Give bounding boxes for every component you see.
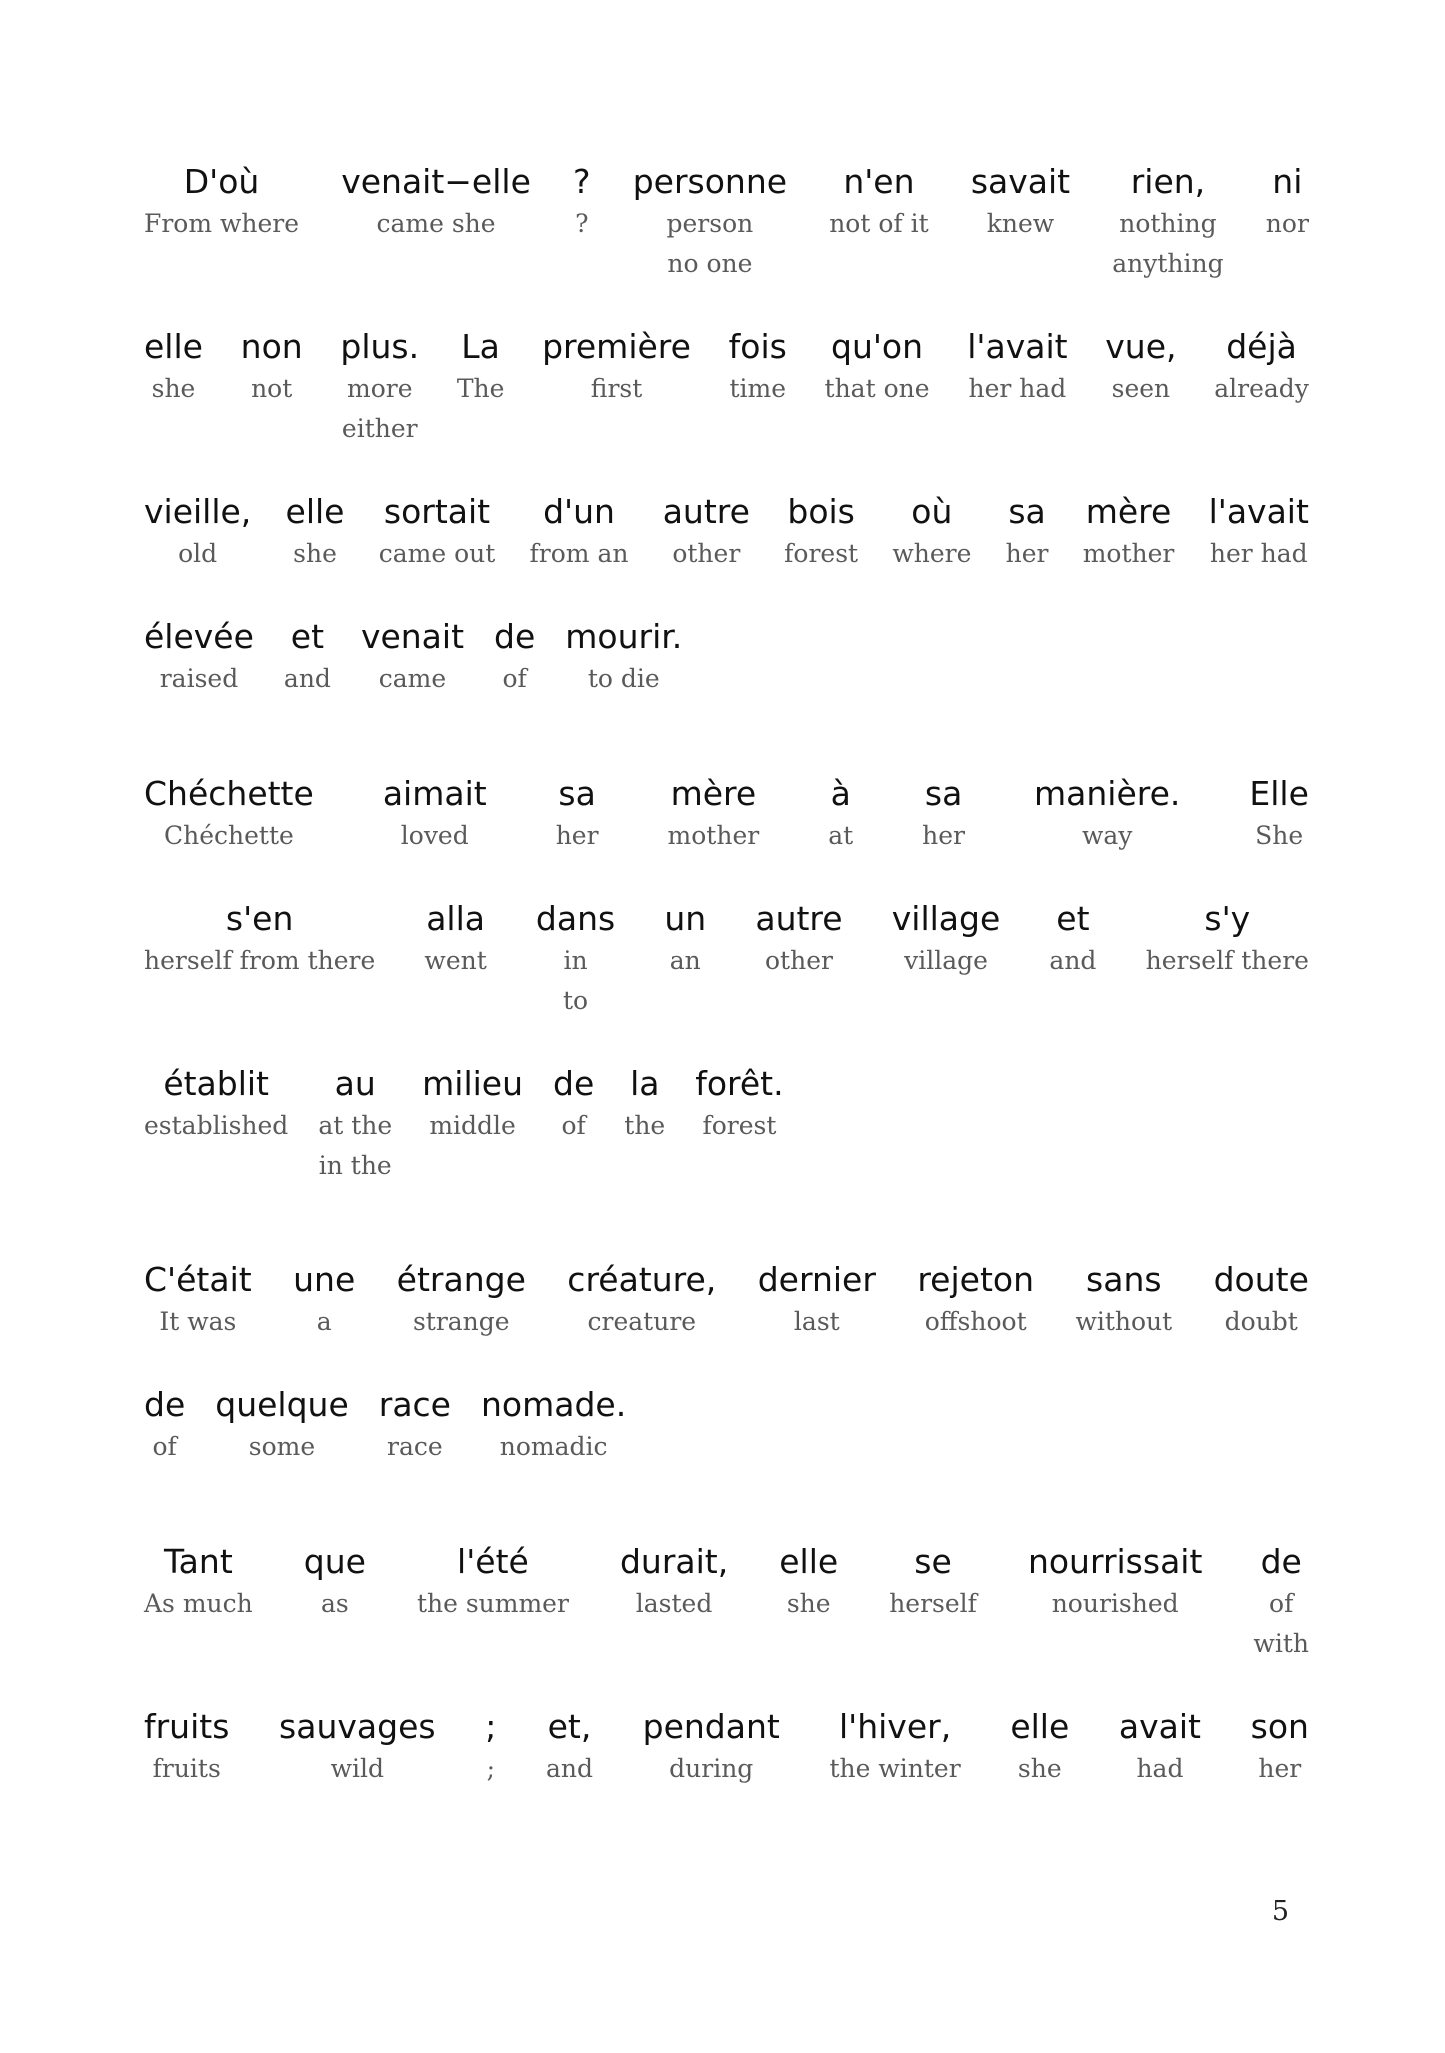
french-word: rien, <box>1130 162 1206 201</box>
english-gloss: of <box>561 1111 586 1140</box>
word-group <box>144 1385 185 1467</box>
word-group <box>967 327 1067 409</box>
english-gloss: came out <box>378 539 496 568</box>
word-group <box>1049 899 1096 981</box>
word-group <box>922 774 965 856</box>
word-group <box>379 492 496 574</box>
word-group <box>1266 162 1309 244</box>
word-group <box>293 1260 355 1342</box>
text-line <box>144 1260 1309 1342</box>
english-gloss: during <box>669 1754 754 1783</box>
english-gloss: the <box>624 1111 666 1140</box>
word-group <box>1253 1542 1309 1664</box>
english-gloss: either <box>341 414 418 443</box>
word-group <box>144 492 251 574</box>
text-line <box>144 327 1309 449</box>
word-group <box>917 1260 1034 1342</box>
french-word: quelque <box>215 1385 349 1424</box>
french-word: aimait <box>382 774 487 813</box>
english-gloss: knew <box>986 209 1055 238</box>
word-group <box>417 1542 569 1624</box>
french-word: fois <box>728 327 787 366</box>
french-word: ? <box>573 162 591 201</box>
word-group <box>144 162 299 244</box>
french-word: l'été <box>457 1542 529 1581</box>
english-gloss: doubt <box>1224 1307 1298 1336</box>
french-word: nomade. <box>481 1385 627 1424</box>
french-word: nourrissait <box>1027 1542 1203 1581</box>
english-gloss: strange <box>412 1307 510 1336</box>
english-gloss: seen <box>1111 374 1171 403</box>
french-word: et <box>290 617 325 656</box>
english-gloss: that one <box>824 374 930 403</box>
french-word: déjà <box>1226 327 1297 366</box>
french-word: à <box>830 774 851 813</box>
english-gloss: her had <box>968 374 1067 403</box>
word-group <box>729 327 787 409</box>
english-gloss: village <box>904 946 988 975</box>
french-word: sa <box>1008 492 1046 531</box>
english-gloss: the summer <box>416 1589 569 1618</box>
word-group <box>889 1542 977 1624</box>
word-group <box>422 1064 523 1146</box>
english-gloss: and <box>545 1754 593 1783</box>
word-group <box>553 1064 594 1146</box>
english-gloss: anything <box>1112 249 1224 278</box>
french-word: Chéchette <box>144 774 314 813</box>
word-group <box>341 162 531 244</box>
text-line <box>144 617 1309 699</box>
word-group <box>565 617 682 699</box>
word-group <box>828 774 853 856</box>
english-gloss: creature <box>587 1307 697 1336</box>
word-group <box>1119 1707 1201 1789</box>
word-group <box>1075 1260 1172 1342</box>
english-gloss: nomadic <box>499 1432 608 1461</box>
word-group <box>340 327 419 449</box>
english-gloss: and <box>1049 946 1097 975</box>
word-group <box>379 1385 451 1467</box>
french-word: s'y <box>1204 899 1251 938</box>
french-word: autre <box>662 492 750 531</box>
french-word: Elle <box>1249 774 1309 813</box>
word-group <box>215 1385 349 1467</box>
english-gloss: nothing <box>1119 209 1217 238</box>
english-gloss: some <box>248 1432 316 1461</box>
word-group <box>825 327 930 409</box>
word-group <box>383 774 487 856</box>
word-group <box>1010 1707 1069 1789</box>
word-group <box>971 162 1070 244</box>
english-gloss: as <box>320 1589 349 1618</box>
french-word: venait−elle <box>341 162 531 201</box>
english-gloss: she <box>151 374 196 403</box>
word-group <box>144 774 314 856</box>
english-gloss: time <box>729 374 787 403</box>
word-group <box>633 162 787 284</box>
english-gloss: with <box>1253 1629 1309 1658</box>
french-word: mère <box>670 774 757 813</box>
french-word: de <box>494 617 536 656</box>
word-group <box>286 492 345 574</box>
french-word: ni <box>1272 162 1303 201</box>
french-word: dernier <box>757 1260 876 1299</box>
english-gloss: from an <box>529 539 629 568</box>
word-group <box>643 1707 780 1789</box>
french-word: sauvages <box>279 1707 436 1746</box>
english-gloss: already <box>1214 374 1309 403</box>
word-group <box>144 899 375 981</box>
french-word: une <box>293 1260 356 1299</box>
french-word: elle <box>144 327 203 366</box>
english-gloss: ? <box>575 209 589 238</box>
english-gloss: middle <box>429 1111 516 1140</box>
english-gloss: wild <box>330 1754 385 1783</box>
english-gloss: the winter <box>829 1754 961 1783</box>
english-gloss: fruits <box>152 1754 221 1783</box>
french-word: de <box>1260 1542 1302 1581</box>
french-word: La <box>461 327 500 366</box>
french-word: dans <box>535 899 616 938</box>
french-word: manière. <box>1034 774 1181 813</box>
word-group <box>542 327 691 409</box>
english-gloss: It was <box>159 1307 237 1336</box>
english-gloss: of <box>502 664 527 693</box>
english-gloss: her <box>1005 539 1049 568</box>
english-gloss: other <box>765 946 833 975</box>
word-group <box>1028 1542 1202 1624</box>
english-gloss: no one <box>667 249 753 278</box>
french-word: l'avait <box>967 327 1068 366</box>
french-word: D'où <box>183 162 260 201</box>
french-word: qu'on <box>831 327 924 366</box>
word-group <box>284 617 331 699</box>
french-word: alla <box>426 899 485 938</box>
english-gloss: forest <box>702 1111 777 1140</box>
english-gloss: mother <box>1082 539 1175 568</box>
word-group <box>1083 492 1175 574</box>
english-gloss: nourished <box>1051 1589 1179 1618</box>
english-gloss: she <box>293 539 337 568</box>
word-group <box>829 162 928 244</box>
word-group <box>892 492 971 574</box>
french-word: un <box>664 899 707 938</box>
word-group <box>1251 1707 1309 1789</box>
word-group <box>144 1260 252 1342</box>
french-word: plus. <box>340 327 420 366</box>
word-group <box>481 1385 626 1467</box>
word-group <box>241 327 303 409</box>
word-group <box>144 1542 253 1624</box>
english-gloss: more <box>346 374 413 403</box>
french-word: vue, <box>1105 327 1177 366</box>
english-gloss: nor <box>1265 209 1309 238</box>
french-word: d'un <box>543 492 615 531</box>
word-group <box>1146 899 1309 981</box>
english-gloss: came <box>378 664 447 693</box>
english-gloss: forest <box>784 539 859 568</box>
page-number: 5 <box>1271 1896 1289 1927</box>
english-gloss: herself there <box>1145 946 1309 975</box>
english-gloss: mother <box>667 821 760 850</box>
english-gloss: ; <box>486 1754 495 1783</box>
french-word: elle <box>1010 1707 1070 1746</box>
word-group <box>668 774 760 856</box>
french-word: élevée <box>144 617 254 656</box>
english-gloss: her <box>922 821 966 850</box>
word-group <box>1214 327 1309 409</box>
word-group <box>664 899 706 981</box>
english-gloss: she <box>1017 1754 1062 1783</box>
word-group <box>144 1707 229 1789</box>
french-word: Tant <box>163 1542 233 1581</box>
english-gloss: established <box>144 1111 289 1140</box>
english-gloss: without <box>1075 1307 1173 1336</box>
french-word: avait <box>1118 1707 1201 1746</box>
french-word: sa <box>924 774 963 813</box>
word-group <box>318 1064 392 1186</box>
english-gloss: of <box>152 1432 177 1461</box>
french-word: durait, <box>619 1542 729 1581</box>
english-gloss: raised <box>159 664 239 693</box>
word-group <box>397 1260 526 1342</box>
english-gloss: old <box>178 539 218 568</box>
word-group <box>784 492 858 574</box>
french-word: mourir. <box>565 617 683 656</box>
word-group <box>695 1064 783 1146</box>
word-group <box>1249 774 1309 856</box>
english-gloss: From where <box>144 209 300 238</box>
french-word: forêt. <box>695 1064 784 1103</box>
french-word: autre <box>755 899 843 938</box>
french-word: l'hiver, <box>838 1707 952 1746</box>
word-group <box>485 1707 496 1789</box>
word-group <box>279 1707 436 1789</box>
english-gloss: person <box>666 209 754 238</box>
word-group <box>530 492 629 574</box>
text-line <box>144 1385 1309 1467</box>
english-gloss: herself from there <box>144 946 376 975</box>
english-gloss: way <box>1081 821 1133 850</box>
english-gloss: she <box>786 1589 831 1618</box>
word-group <box>755 899 842 981</box>
french-word: sortait <box>383 492 491 531</box>
word-group <box>536 899 615 1021</box>
word-group <box>779 1542 838 1624</box>
english-gloss: had <box>1136 1754 1184 1783</box>
french-word: elle <box>285 492 345 531</box>
english-gloss: other <box>672 539 741 568</box>
french-word: n'en <box>843 162 915 201</box>
text-line <box>144 774 1309 856</box>
word-group <box>424 899 486 981</box>
english-gloss: loved <box>400 821 469 850</box>
french-word: mère <box>1085 492 1172 531</box>
french-word: non <box>240 327 303 366</box>
word-group <box>144 1064 288 1146</box>
word-group <box>620 1542 728 1624</box>
french-word: de <box>553 1064 595 1103</box>
english-gloss: last <box>793 1307 840 1336</box>
french-word: de <box>144 1385 186 1424</box>
word-group <box>1034 774 1180 856</box>
french-word: village <box>891 899 1001 938</box>
word-group <box>494 617 535 699</box>
word-group <box>663 492 750 574</box>
french-word: rejeton <box>917 1260 1035 1299</box>
french-word: vieille, <box>144 492 252 531</box>
english-gloss: in <box>563 946 588 975</box>
word-group <box>457 327 505 409</box>
word-group <box>1112 162 1223 284</box>
english-gloss: herself <box>889 1589 977 1618</box>
french-word: la <box>630 1064 660 1103</box>
word-group <box>144 617 254 699</box>
french-word: bois <box>787 492 855 531</box>
french-word: venait <box>360 617 465 656</box>
word-group <box>1214 1260 1309 1342</box>
french-word: C'était <box>144 1260 252 1299</box>
text-line <box>144 1542 1309 1664</box>
english-gloss: at <box>828 821 854 850</box>
english-gloss: her <box>1258 1754 1302 1783</box>
english-gloss: offshoot <box>924 1307 1027 1336</box>
french-word: milieu <box>422 1064 524 1103</box>
english-gloss: went <box>424 946 487 975</box>
french-word: première <box>542 327 691 366</box>
word-group <box>624 1064 665 1146</box>
word-group <box>361 617 464 699</box>
english-gloss: where <box>892 539 972 568</box>
word-group <box>1209 492 1309 574</box>
french-word: que <box>303 1542 366 1581</box>
french-word: étrange <box>396 1260 526 1299</box>
word-group <box>1105 327 1176 409</box>
english-gloss: She <box>1255 821 1304 850</box>
french-word: sans <box>1086 1260 1162 1299</box>
french-word: se <box>914 1542 952 1581</box>
english-gloss: As much <box>144 1589 253 1618</box>
french-word: pendant <box>642 1707 780 1746</box>
french-word: fruits <box>144 1707 230 1746</box>
text-line <box>144 162 1309 284</box>
french-word: et <box>1056 899 1090 938</box>
english-gloss: not <box>251 374 293 403</box>
word-group <box>304 1542 366 1624</box>
english-gloss: her <box>555 821 599 850</box>
word-group <box>829 1707 960 1789</box>
english-gloss: lasted <box>635 1589 713 1618</box>
word-group <box>546 1707 593 1789</box>
word-group <box>892 899 1001 981</box>
text-line <box>144 899 1309 1021</box>
french-word: au <box>334 1064 376 1103</box>
french-word: s'en <box>225 899 294 938</box>
word-group <box>144 327 203 409</box>
french-word: l'avait <box>1208 492 1309 531</box>
french-word: créature, <box>567 1260 717 1299</box>
french-word: elle <box>779 1542 839 1581</box>
word-group <box>556 774 599 856</box>
english-gloss: her had <box>1209 539 1308 568</box>
word-group <box>567 1260 716 1342</box>
text-line <box>144 1064 1309 1186</box>
english-gloss: Chéchette <box>164 821 294 850</box>
english-gloss: to die <box>587 664 660 693</box>
english-gloss: not of it <box>829 209 929 238</box>
french-word: race <box>378 1385 451 1424</box>
french-word: son <box>1250 1707 1309 1746</box>
english-gloss: race <box>387 1432 443 1461</box>
french-word: et, <box>547 1707 592 1746</box>
french-word: savait <box>970 162 1071 201</box>
french-word: doute <box>1213 1260 1309 1299</box>
french-word: établit <box>163 1064 269 1103</box>
word-group <box>1006 492 1049 574</box>
french-word: où <box>911 492 953 531</box>
english-gloss: of <box>1269 1589 1294 1618</box>
english-gloss: to <box>563 986 589 1015</box>
word-group <box>758 1260 876 1342</box>
word-group <box>573 162 591 244</box>
english-gloss: at the <box>318 1111 393 1140</box>
english-gloss: and <box>283 664 331 693</box>
text-line <box>144 492 1309 574</box>
english-gloss: came she <box>376 209 496 238</box>
text-line <box>144 1707 1309 1789</box>
english-gloss: in the <box>318 1151 392 1180</box>
french-word: personne <box>632 162 788 201</box>
english-gloss: an <box>669 946 701 975</box>
french-word: ; <box>485 1707 497 1746</box>
english-gloss: first <box>590 374 643 403</box>
french-word: sa <box>558 774 596 813</box>
english-gloss: a <box>316 1307 332 1336</box>
english-gloss: The <box>456 374 505 403</box>
